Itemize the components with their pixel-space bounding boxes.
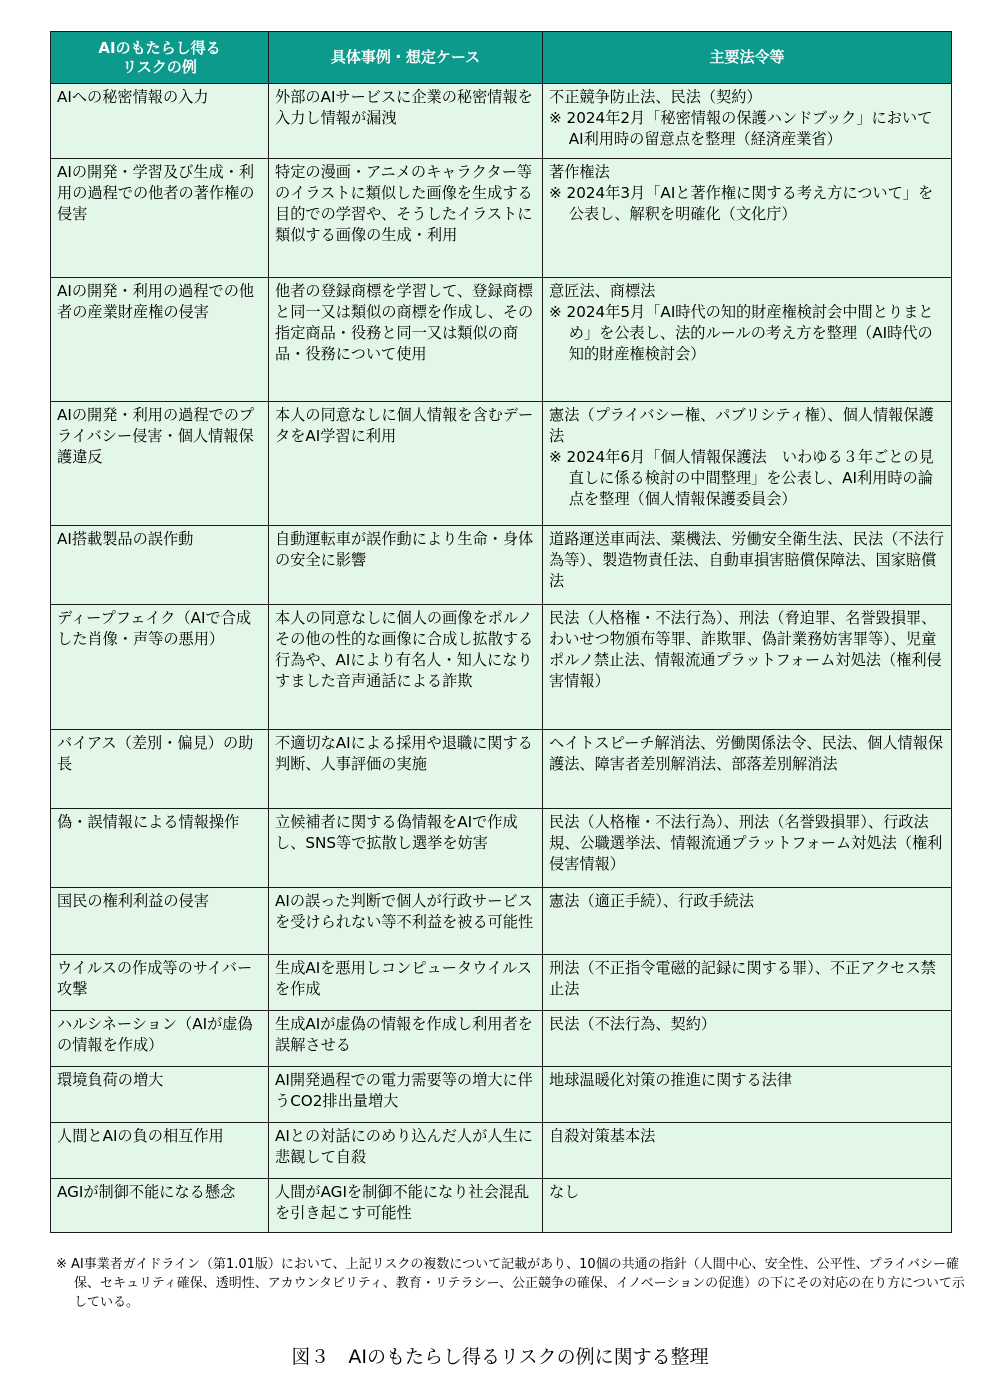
case-cell: 不適切なAIによる採用や退職に関する判断、人事評価の実施 [269,730,543,809]
table-row [51,809,952,888]
table-row [51,1067,952,1123]
law-cell [543,84,952,159]
header-law: 主要法令等 [543,32,952,84]
law-text: 自殺対策基本法 [549,1127,656,1145]
risk-cell: ハルシネーション（AIが虚偽の情報を作成） [51,1011,269,1067]
case-cell: 他者の登録商標を学習して、登録商標と同一又は類似の商標を作成し、その指定商品・役務と同一又は類似の商品・役務について使用 [269,278,543,402]
risk-cell: ディープフェイク（AIで合成した肖像・声等の悪用） [51,605,269,730]
risk-cell: バイアス（差別・偏見）の助長 [51,730,269,809]
table-row [51,955,952,1011]
law-cell [543,159,952,278]
law-text: 意匠法、商標法 [549,282,656,300]
table-row [51,1123,952,1179]
table-row [51,1179,952,1233]
case-cell: 本人の同意なしに個人の画像をポルノその他の性的な画像に合成し拡散する行為や、AIにより有名人・知人になりすました音声通話による詐欺 [269,605,543,730]
law-cell [543,1011,952,1067]
case-cell: AIとの対話にのめり込んだ人が人生に悲観して自殺 [269,1123,543,1179]
risk-cell: AIの開発・学習及び生成・利用の過程での他者の著作権の侵害 [51,159,269,278]
figure-caption: 図３ AIのもたらし得るリスクの例に関する整理 [291,1346,709,1368]
case-cell: 本人の同意なしに個人情報を含むデータをAI学習に利用 [269,402,543,526]
law-text: 民法（人格権・不法行為）、刑法（脅迫罪、名誉毀損罪、わいせつ物頒布等罪、詐欺罪、偽計業務妨害罪等）、児童ポルノ禁止法、情報流通プラットフォーム対処法（権利侵害情報） [549,609,942,690]
case-cell: 外部のAIサービスに企業の秘密情報を入力し情報が漏洩 [269,84,543,159]
case-cell: AI開発過程での電力需要等の増大に伴うCO2排出量増大 [269,1067,543,1123]
law-text: 憲法（プライバシー権、パブリシティ権）、個人情報保護法 [549,406,934,445]
law-cell [543,526,952,605]
law-text: ヘイトスピーチ解消法、労働関係法令、民法、個人情報保護法、障害者差別解消法、部落差別解消法 [549,734,944,773]
law-note: ※ 2024年6月「個人情報保護法 いわゆる３年ごとの見直しに係る検討の中間整理」を公表し、AI利用時の論点を整理（個人情報保護委員会） [549,448,934,508]
law-cell [543,1067,952,1123]
law-text: 道路運送車両法、薬機法、労働安全衛生法、民法（不法行為等）、製造物責任法、自動車損害賠償保障法、国家賠償法 [549,530,944,590]
law-cell [543,605,952,730]
table-header-row [51,32,952,84]
risk-cell: ウイルスの作成等のサイバー攻撃 [51,955,269,1011]
law-cell [543,1179,952,1233]
case-cell: 自動運転車が誤作動により生命・身体の安全に影響 [269,526,543,605]
header-risk: AIのもたらし得る リスクの例 [51,32,269,84]
law-cell [543,1123,952,1179]
risk-cell: AGIが制御不能になる懸念 [51,1179,269,1233]
case-cell: AIの誤った判断で個人が行政サービスを受けられない等不利益を被る可能性 [269,888,543,955]
table-row [51,526,952,605]
risk-table-body [51,84,952,1233]
risk-table [50,31,952,1233]
law-text: 不正競争防止法、民法（契約） [549,88,762,106]
law-cell [543,402,952,526]
law-text: なし [549,1183,580,1201]
table-row [51,159,952,278]
risk-cell: AIの開発・利用の過程でのプライバシー侵害・個人情報保護違反 [51,402,269,526]
case-cell: 生成AIが虚偽の情報を作成し利用者を誤解させる [269,1011,543,1067]
case-cell: 生成AIを悪用しコンピュータウイルスを作成 [269,955,543,1011]
law-text: 刑法（不正指令電磁的記録に関する罪）、不正アクセス禁止法 [549,959,936,998]
footnote: ※ AI事業者ガイドライン（第1.01版）において、上記リスクの複数について記載があり、10個の共通の指針（人間中心、安全性、公平性、プライバシー確保、セキュリティ確保、透明性、アカウンタビリティ、教育・リテラシー、公正競争の確保、イノベーションの促進）の下にその対応の在り方について示している。 [56,1257,965,1310]
risk-cell: 偽・誤情報による情報操作 [51,809,269,888]
risk-cell: 環境負荷の増大 [51,1067,269,1123]
risk-cell: AIへの秘密情報の入力 [51,84,269,159]
law-text: 著作権法 [549,163,610,181]
risk-cell: 国民の権利利益の侵害 [51,888,269,955]
table-row [51,605,952,730]
case-cell: 人間がAGIを制御不能になり社会混乱を引き起こす可能性 [269,1179,543,1233]
header-case: 具体事例・想定ケース [269,32,543,84]
law-note: ※ 2024年5月「AI時代の知的財産権検討会中間とりまとめ」を公表し、法的ルールの考え方を整理（AI時代の知的財産権検討会） [549,303,934,363]
case-cell: 立候補者に関する偽情報をAIで作成し、SNS等で拡散し選挙を妨害 [269,809,543,888]
law-note: ※ 2024年3月「AIと著作権に関する考え方について」を公表し、解釈を明確化（文化庁） [549,184,934,223]
law-cell [543,955,952,1011]
law-cell [543,888,952,955]
law-text: 民法（人格権・不法行為）、刑法（名誉毀損罪）、行政法規、公職選挙法、情報流通プラットフォーム対処法（権利侵害情報） [549,813,943,873]
table-row [51,278,952,402]
case-cell: 特定の漫画・アニメのキャラクター等のイラストに類似した画像を生成する目的での学習や、そうしたイラストに類似する画像の生成・利用 [269,159,543,278]
law-cell [543,278,952,402]
law-cell [543,730,952,809]
table-row [51,84,952,159]
table-row [51,888,952,955]
law-note: ※ 2024年2月「秘密情報の保護ハンドブック」においてAI利用時の留意点を整理（経済産業省） [549,109,933,148]
law-text: 憲法（適正手続）、行政手続法 [549,892,755,910]
law-text: 民法（不法行為、契約） [549,1015,717,1033]
table-row [51,730,952,809]
risk-cell: 人間とAIの負の相互作用 [51,1123,269,1179]
table-row [51,402,952,526]
table-row [51,1011,952,1067]
law-text: 地球温暖化対策の推進に関する法律 [549,1071,792,1089]
risk-cell: AIの開発・利用の過程での他者の産業財産権の侵害 [51,278,269,402]
law-cell [543,809,952,888]
risk-cell: AI搭載製品の誤作動 [51,526,269,605]
